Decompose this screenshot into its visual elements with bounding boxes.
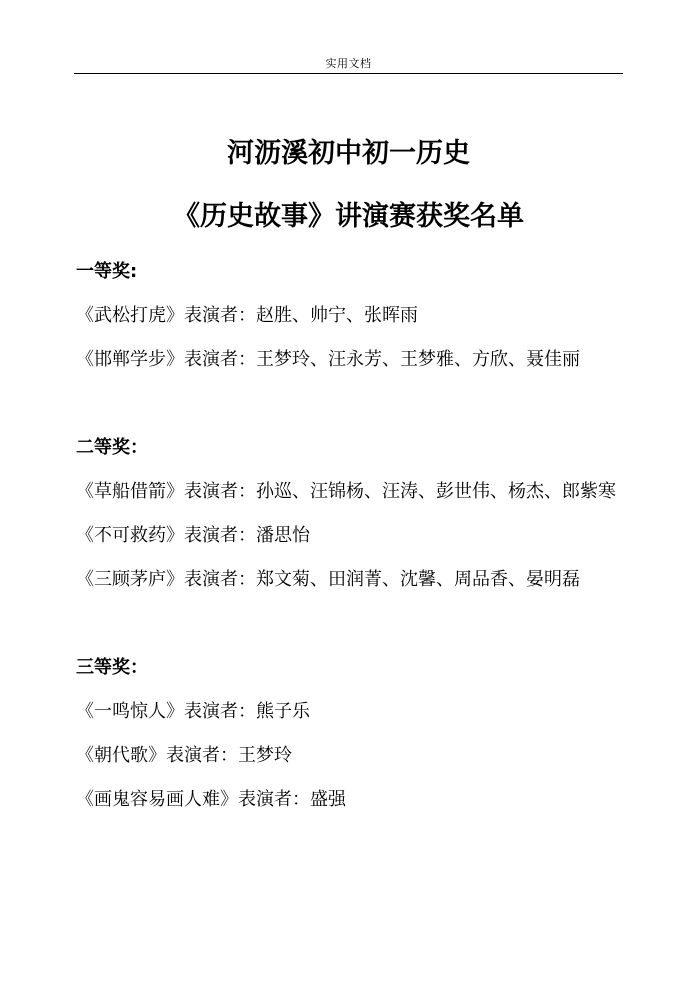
award-list (76, 250, 624, 822)
section-spacer (76, 382, 624, 426)
second-prize-heading: 二等奖： (76, 437, 148, 458)
second-prize-entry: 《草船借箭》表演者：孙巡、汪锦杨、汪涛、彭世伟、杨杰、郎紫寒 (76, 481, 616, 502)
document-title-line-1: 河沥溪初中初一历史 (227, 138, 470, 169)
third-prize-entry: 《一鸣惊人》表演者：熊子乐 (76, 701, 310, 722)
section-spacer (76, 602, 624, 646)
third-prize-entry: 《朝代歌》表演者：王梦玲 (76, 745, 292, 766)
first-prize-entry: 《武松打虎》表演者：赵胜、帅宁、张晖雨 (76, 305, 418, 326)
first-prize-entry: 《邯郸学步》表演者：王梦玲、汪永芳、王梦雅、方欣、聂佳丽 (76, 349, 580, 370)
third-prize-entry: 《画鬼容易画人难》表演者：盛强 (76, 789, 346, 810)
document-title-line-2: 《历史故事》讲演赛获奖名单 (173, 201, 524, 232)
third-prize-heading: 三等奖： (76, 657, 148, 678)
header-rule (74, 73, 623, 74)
second-prize-entry: 《三顾茅庐》表演者：郑文菊、田润菁、沈馨、周品香、晏明磊 (76, 569, 580, 590)
first-prize-heading: 一等奖: (76, 261, 138, 282)
second-prize-entry: 《不可救药》表演者：潘思怡 (76, 525, 310, 546)
page-header: 实用文档 (325, 57, 372, 70)
